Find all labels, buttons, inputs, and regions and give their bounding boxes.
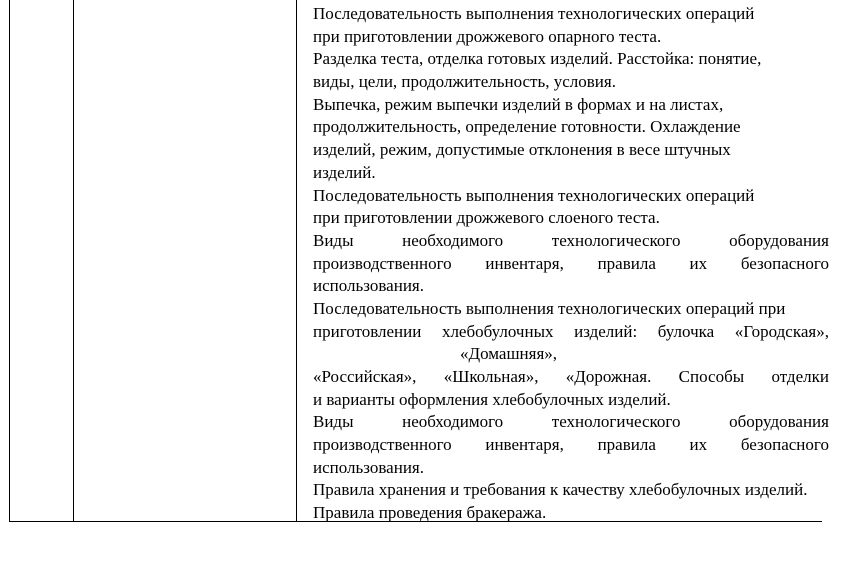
word: технологического xyxy=(551,230,681,250)
justified-text-line xyxy=(313,434,829,457)
word: производственного xyxy=(313,253,452,273)
word: Виды xyxy=(313,230,354,250)
word: оборудования xyxy=(729,230,829,250)
word: «Городская», xyxy=(734,321,829,341)
table-border-left xyxy=(9,0,10,522)
text-line: Разделка теста, отделка готовых изделий. Расстойка: понятие, xyxy=(313,49,762,69)
word: «Российская», xyxy=(313,367,417,386)
text-line: при приготовлении дрожжевого опарного теста. xyxy=(313,26,662,46)
table-cell-content xyxy=(313,3,843,525)
word: их xyxy=(689,435,708,455)
text-line: Последовательность выполнения технологических операций при xyxy=(313,298,786,318)
text-line: при приготовлении дрожжевого слоеного теста. xyxy=(313,208,660,228)
word: безопасного xyxy=(740,435,829,455)
text-line: изделий. xyxy=(313,162,376,182)
word: «Школьная», xyxy=(443,367,539,386)
word: приготовлении xyxy=(313,321,422,341)
text-line: использования. xyxy=(313,457,424,477)
word: оборудования xyxy=(729,412,829,432)
text-line: виды, цели, продолжительность, условия. xyxy=(313,72,616,92)
word: необходимого xyxy=(402,412,504,432)
justified-text-line xyxy=(313,253,829,276)
word: изделий: xyxy=(574,321,638,341)
word: инвентаря, xyxy=(485,435,564,455)
justified-text-line xyxy=(313,366,829,389)
justified-text-line xyxy=(313,411,829,434)
text-line: «Домашняя», xyxy=(460,344,558,364)
word: «Дорожная. xyxy=(565,367,652,386)
word: правила xyxy=(597,253,656,273)
text-line: Последовательность выполнения технологических операций xyxy=(313,4,755,23)
table-column-divider-2 xyxy=(296,0,297,522)
text-line: использования. xyxy=(313,276,424,296)
text-line: изделий, режим, допустимые отклонения в весе штучных xyxy=(313,140,731,160)
text-line: продолжительность, определение готовности. Охлаждение xyxy=(313,117,741,137)
text-line: Правила проведения бракеража. xyxy=(313,503,547,523)
word: необходимого xyxy=(402,230,504,250)
word: безопасного xyxy=(740,253,829,273)
text-line: Последовательность выполнения технологических операций xyxy=(313,185,755,205)
word: производственного xyxy=(313,435,452,455)
word: технологического xyxy=(551,412,681,432)
text-line: Выпечка, режим выпечки изделий в формах и на листах, xyxy=(313,94,724,114)
word: булочка xyxy=(657,321,715,341)
justified-text-line xyxy=(313,321,829,344)
justified-text-line xyxy=(313,230,829,253)
text-line: Правила хранения и требования к качеству хлебобулочных изделий. xyxy=(313,480,808,500)
table-column-divider-1 xyxy=(73,0,74,522)
word: правила xyxy=(597,435,656,455)
word: Виды xyxy=(313,412,354,432)
word: хлебобулочных xyxy=(441,321,554,341)
word: Способы xyxy=(678,367,745,386)
word: инвентаря, xyxy=(485,253,564,273)
text-line: и варианты оформления хлебобулочных изделий. xyxy=(313,389,671,409)
word: их xyxy=(689,253,708,273)
word: отделки xyxy=(771,367,829,386)
